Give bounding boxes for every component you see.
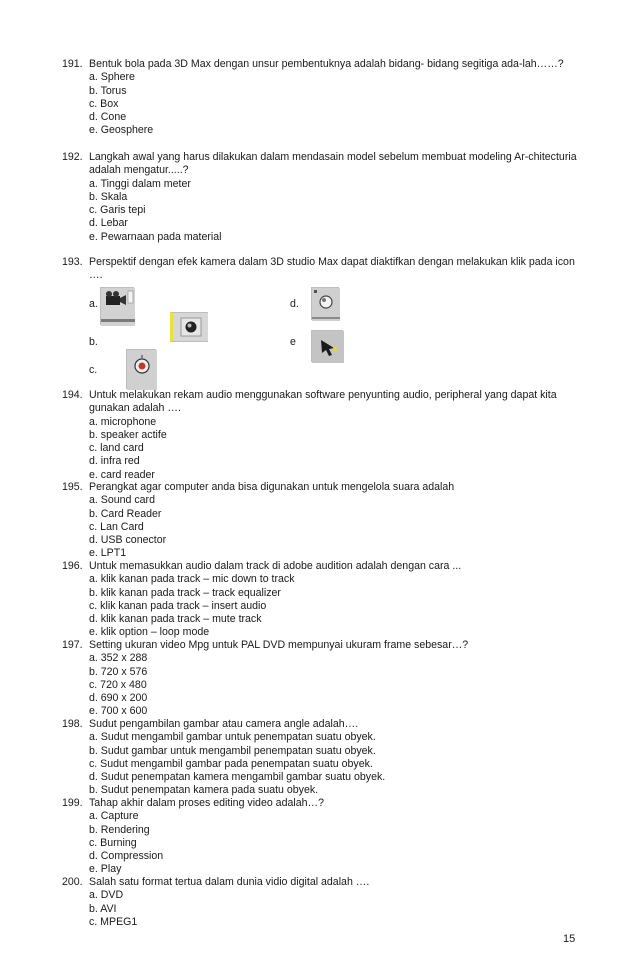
option-b: b. 720 x 576 bbox=[89, 665, 148, 678]
option-d: d. infra red bbox=[89, 455, 140, 468]
question-195 bbox=[62, 481, 582, 561]
question-197 bbox=[62, 639, 582, 719]
option-d: d. klik kanan pada track – mute track bbox=[89, 613, 262, 625]
icon-option-d-label: d. bbox=[290, 298, 299, 310]
options-list bbox=[89, 416, 582, 482]
icon-option-b-label: b. bbox=[89, 336, 98, 348]
option-c: c. Box bbox=[89, 97, 119, 110]
question-number: 198. bbox=[62, 718, 83, 730]
question-193 bbox=[62, 256, 582, 283]
option-a: a. klik kanan pada track – mic down to track bbox=[89, 573, 295, 586]
option-e: e. 700 x 600 bbox=[89, 705, 148, 718]
option-b: b. Rendering bbox=[89, 823, 150, 836]
question-number: 193. bbox=[62, 256, 83, 268]
target-icon bbox=[170, 312, 208, 342]
options-list bbox=[89, 731, 582, 797]
options-list bbox=[89, 178, 582, 244]
question-number: 197. bbox=[62, 639, 83, 651]
question-text: Perangkat agar computer anda bisa digunakan untuk mengelola suara adalah bbox=[89, 481, 455, 493]
option-e: e. LPT1 bbox=[89, 547, 127, 560]
sphere-button-icon bbox=[311, 287, 339, 320]
options-list bbox=[89, 889, 582, 929]
question-text: Salah satu format tertua dalam dunia vidio digital adalah …. bbox=[89, 876, 370, 888]
question-text: Setting ukuran video Mpg untuk PAL DVD mempunyai ukuram frame sebesar…? bbox=[89, 639, 469, 651]
option-e: e. Play bbox=[89, 863, 122, 876]
question-text: Tahap akhir dalam proses editing video adalah…? bbox=[89, 797, 324, 809]
option-d: d. 690 x 200 bbox=[89, 692, 148, 704]
question-196 bbox=[62, 560, 582, 640]
option-c: c. 720 x 480 bbox=[89, 678, 147, 691]
option-e: e. Geosphere bbox=[89, 124, 154, 137]
option-c: c. Burning bbox=[89, 836, 137, 849]
question-number: 200. bbox=[62, 876, 83, 888]
question-191 bbox=[62, 58, 582, 138]
option-d: d. Compression bbox=[89, 850, 164, 862]
question-text: Langkah awal yang harus dilakukan dalam mendasain model sebelum membuat modeling Ar-chitecturia adalah mengatur.....? bbox=[89, 151, 577, 177]
option-e: e. klik option – loop mode bbox=[89, 626, 210, 639]
option-c: c. Lan Card bbox=[89, 520, 144, 533]
question-text: Sudut pengambilan gambar atau camera angle adalah…. bbox=[89, 718, 359, 730]
option-b: b. klik kanan pada track – track equalizer bbox=[89, 586, 281, 599]
option-c: c. MPEG1 bbox=[89, 915, 138, 928]
options-list bbox=[89, 810, 582, 876]
question-192 bbox=[62, 151, 582, 244]
question-number: 191. bbox=[62, 58, 83, 70]
option-c: c. Sudut mengambil gambar pada penempatan suatu obyek. bbox=[89, 757, 373, 770]
question-200 bbox=[62, 876, 582, 929]
option-a: a. 352 x 288 bbox=[89, 652, 148, 665]
options-list bbox=[89, 652, 582, 718]
options-list bbox=[89, 71, 582, 137]
option-b: b. AVI bbox=[89, 902, 117, 915]
option-a: a. Sound card bbox=[89, 494, 155, 507]
question-text: Bentuk bola pada 3D Max dengan unsur pembentuknya adalah bidang- bidang segitiga ada-lah……? bbox=[89, 58, 564, 70]
option-a: a. Tinggi dalam meter bbox=[89, 177, 191, 190]
question-text: Perspektif dengan efek kamera dalam 3D studio Max dapat diaktifkan dengan melakukan klik pada icon …. bbox=[89, 256, 575, 282]
option-a: a. Sudut mengambil gambar untuk penempatan suatu obyek. bbox=[89, 731, 376, 744]
option-e: b. Sudut penempatan kamera pada suatu obyek. bbox=[89, 784, 319, 797]
option-a: a. DVD bbox=[89, 889, 124, 902]
option-d: d. USB conector bbox=[89, 534, 167, 546]
option-e: e. Pewarnaan pada material bbox=[89, 230, 222, 243]
option-b: b. Skala bbox=[89, 190, 128, 203]
question-194 bbox=[62, 389, 582, 482]
page-number: 15 bbox=[563, 933, 576, 945]
icon-option-c-label: c. bbox=[89, 364, 98, 376]
options-list bbox=[89, 573, 582, 639]
option-d: d. Lebar bbox=[89, 217, 128, 230]
question-number: 199. bbox=[62, 797, 83, 809]
question-text: Untuk memasukkan audio dalam track di adobe audition adalah dengan cara ... bbox=[89, 560, 462, 572]
option-e: e. card reader bbox=[89, 468, 155, 481]
option-c: c. klik kanan pada track – insert audio bbox=[89, 599, 267, 612]
icon-option-a-label: a. bbox=[89, 298, 98, 310]
question-number: 192. bbox=[62, 151, 83, 163]
cursor-icon bbox=[311, 330, 343, 362]
question-number: 194. bbox=[62, 389, 83, 401]
option-a: a. microphone bbox=[89, 415, 157, 428]
option-b: b. Card Reader bbox=[89, 507, 162, 520]
option-a: a. Capture bbox=[89, 810, 139, 823]
question-number: 195. bbox=[62, 481, 83, 493]
option-b: b. Sudut gambar untuk mengambil penempatan suatu obyek. bbox=[89, 744, 376, 757]
option-d: d. Sudut penempatan kamera mengambil gambar suatu obyek. bbox=[89, 771, 386, 783]
option-d: d. Cone bbox=[89, 111, 127, 123]
options-list bbox=[89, 494, 582, 560]
option-a: a. Sphere bbox=[89, 71, 135, 84]
question-199 bbox=[62, 797, 582, 877]
option-c: c. Garis tepi bbox=[89, 204, 146, 216]
light-icon bbox=[126, 349, 156, 389]
option-b: b. speaker actife bbox=[89, 428, 167, 441]
question-text: Untuk melakukan rekam audio menggunakan software penyunting audio, peripheral yang dapat kita gunakan adalah …. bbox=[89, 389, 557, 415]
option-b: b. Torus bbox=[89, 84, 127, 97]
option-c: c. land card bbox=[89, 442, 144, 454]
icon-option-e-label: e bbox=[290, 336, 296, 348]
question-number: 196. bbox=[62, 560, 83, 572]
question-198 bbox=[62, 718, 582, 798]
camera-icon bbox=[100, 287, 134, 325]
